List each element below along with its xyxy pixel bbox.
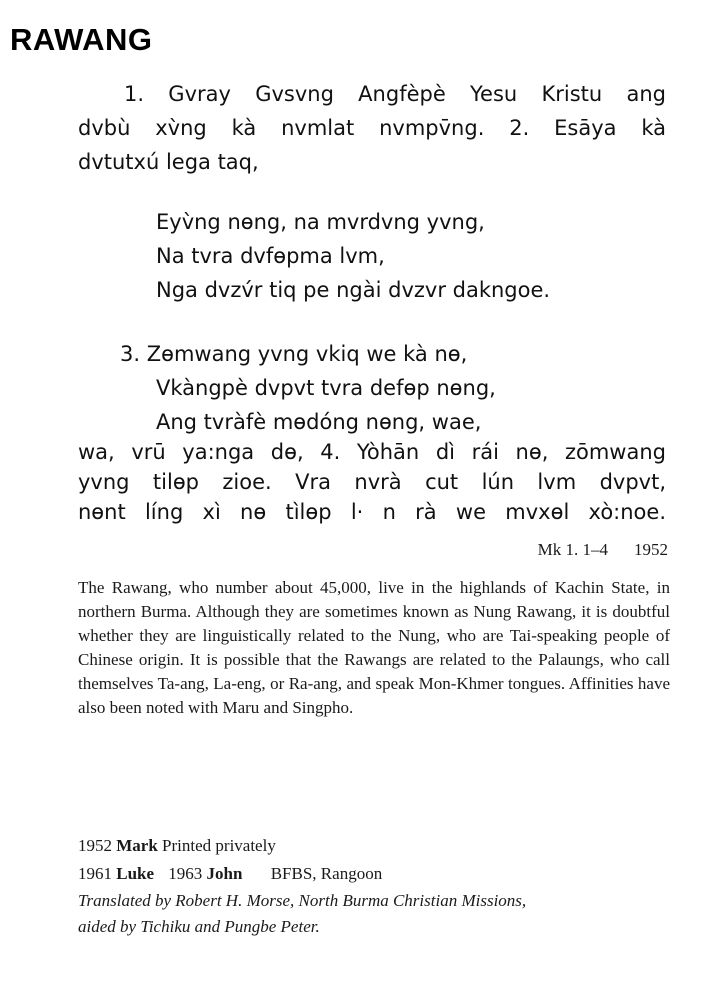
language-description: The Rawang, who number about 45,000, live in the highlands of Kachin State, in northern Burma. Although they are sometimes known as Nung Rawang, it is doubtful whether they are linguistically related to the Nung, who are Tai-speaking people of Chinese origin. It is possible that the Rawangs are related to the Palaungs, who call themselves Ta-ang, La-eng, or Ra-ang, and speak Mon-Khmer tongues. Affinities have also been noted with Maru and Singpho. xyxy=(78,578,670,717)
scripture-line: dvtutxú lega taq, xyxy=(78,150,259,174)
edition-year: 1952 xyxy=(78,836,112,855)
edition-book: Luke xyxy=(116,864,155,883)
edition-row xyxy=(78,832,678,860)
scripture-line: dvbù xv̀ng kà nvmlat nvmpv̄ng. 2. Esāya kà xyxy=(78,116,666,140)
scripture-line: nɵnt líng xì nɵ tìlɵp l· n rà we mvxɵl xò:noe. xyxy=(78,500,666,524)
scripture-line: yvng tilɵp zioe. Vra nvrà cut lún lvm dvpvt, xyxy=(78,470,666,494)
scripture-line: 1. Gvray Gvsvng Angfèpè Yesu Kristu ang xyxy=(124,82,666,106)
editions-list xyxy=(78,832,678,888)
edition-book: Mark xyxy=(116,836,158,855)
verse-line: Ang tvràfè mɵdóng nɵng, wae, xyxy=(156,410,482,434)
credit-line: Translated by Robert H. Morse, North Burma Christian Missions, xyxy=(78,891,527,910)
scripture-line: wa, vrū ya:nga dɵ, 4. Yòhān dì rái nɵ, zōmwang xyxy=(78,440,666,464)
page-heading: RAWANG xyxy=(10,22,153,57)
reference-citation: Mk 1. 1–4 xyxy=(537,540,608,559)
verse-line: 3. Zɵmwang yvng vkiq we kà nɵ, xyxy=(120,342,468,366)
scripture-reference xyxy=(480,540,668,560)
edition-book: John xyxy=(206,864,243,883)
verse-line: Eyv̀ng nɵng, na mvrdvng yvng, xyxy=(156,210,485,234)
edition-row xyxy=(78,860,678,888)
edition-year: 1963 xyxy=(168,864,203,883)
reference-year: 1952 xyxy=(634,540,668,559)
edition-note: Printed privately xyxy=(162,836,276,855)
credit-line: aided by Tichiku and Pungbe Peter. xyxy=(78,917,320,936)
translation-credit xyxy=(78,888,678,940)
verse-line: Vkàngpè dvpvt tvra defɵp nɵng, xyxy=(156,376,496,400)
edition-year: 1961 xyxy=(78,864,112,883)
verse-line: Nga dvzv́r tiq pe ngài dvzvr dakngoe. xyxy=(156,278,551,302)
edition-publisher: BFBS, Rangoon xyxy=(270,864,383,883)
verse-line: Na tvra dvfɵpma lvm, xyxy=(156,244,385,268)
